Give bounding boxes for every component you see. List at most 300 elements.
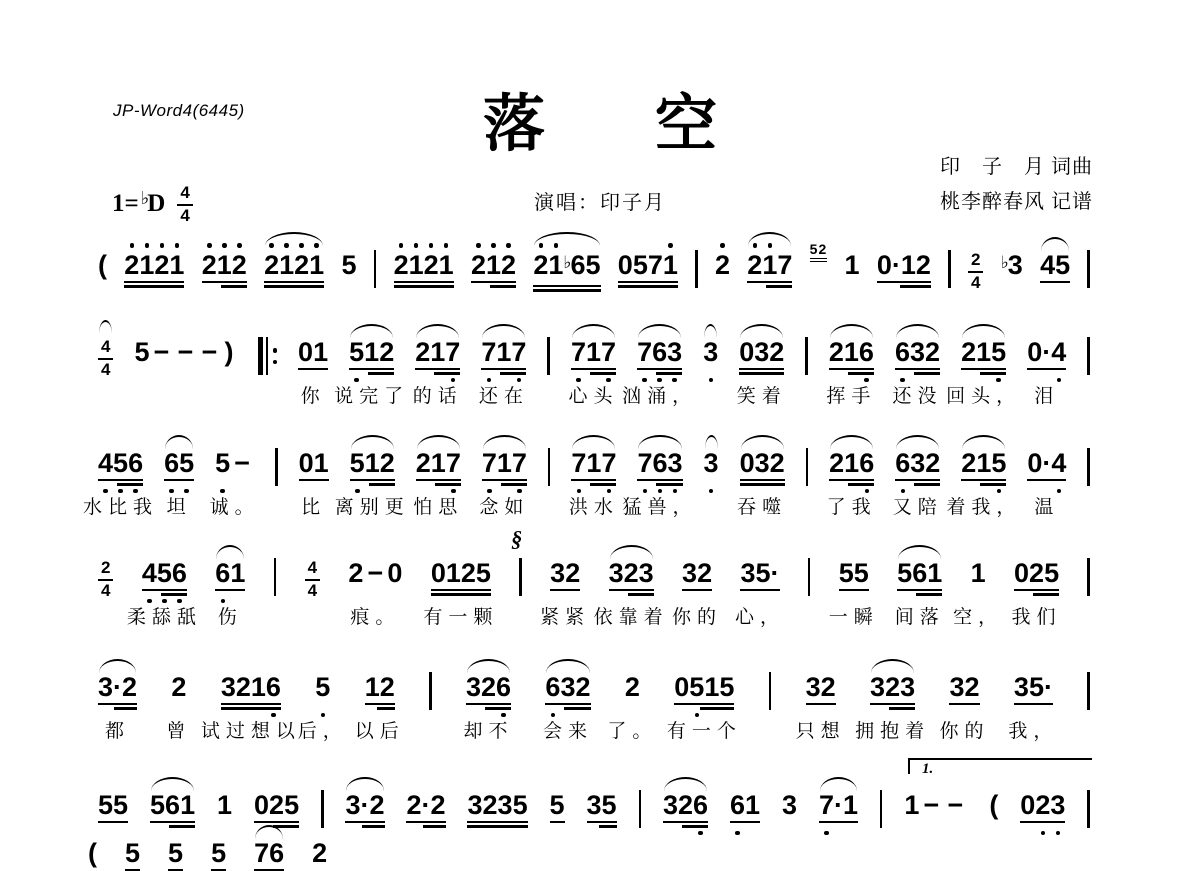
note: 2 (415, 448, 431, 478)
note-group (412, 337, 463, 407)
segno-icon: § (511, 526, 523, 551)
note: 2 (471, 250, 486, 280)
note-group (467, 790, 527, 820)
note: 5 (549, 790, 565, 820)
title-char-2: 空 (655, 91, 718, 159)
octave-dot-high (237, 243, 242, 248)
octave-dot-low (824, 831, 829, 836)
slur-arc (962, 435, 1005, 449)
lyric: 伤 (217, 607, 243, 628)
octave-dot-high (429, 243, 434, 248)
note: 1 (586, 448, 602, 478)
note: 1 (230, 558, 246, 588)
lyric: 你的 (672, 607, 723, 628)
note-group (939, 672, 990, 742)
barline (274, 558, 277, 596)
note: 0 (674, 672, 690, 702)
lyric: 紧紧 (540, 607, 591, 628)
note-group (877, 250, 931, 280)
note-group (209, 448, 260, 518)
barline (695, 250, 698, 288)
note: 1 (976, 448, 992, 478)
barline (1087, 250, 1090, 288)
note: 2 (430, 790, 446, 820)
note: 2 (202, 250, 217, 280)
note: 5 (1055, 250, 1071, 280)
note-group (134, 337, 236, 367)
note-digits (264, 250, 324, 280)
note-group (1008, 672, 1059, 742)
note-digits (98, 448, 143, 478)
note-group (83, 448, 159, 518)
note-digits (533, 250, 600, 284)
note: 7 (647, 250, 663, 280)
note-digits (545, 672, 590, 702)
note-group (618, 250, 678, 280)
note: 5 (150, 790, 166, 820)
note: − (947, 790, 964, 820)
note-digits (571, 337, 616, 367)
note-digits (1040, 250, 1070, 280)
note-group (826, 337, 877, 407)
note-group (254, 790, 299, 820)
slur-arc (416, 324, 459, 338)
note: 2 (235, 672, 251, 702)
score-line (98, 526, 1090, 628)
octave-dot-high (207, 243, 212, 248)
note: 1 (139, 250, 154, 280)
note: 6 (164, 448, 179, 478)
note: 2 (348, 558, 364, 588)
note: 2 (1035, 790, 1050, 820)
note-digits (747, 250, 792, 280)
note-digits (618, 250, 678, 280)
note: − (234, 448, 251, 478)
note: 1 (364, 448, 380, 478)
note: 1 (430, 337, 446, 367)
lyric: 还在 (478, 386, 529, 407)
note-digits (125, 838, 140, 868)
lyric: 诚。 (209, 497, 260, 518)
note: 1 (844, 250, 860, 280)
slur-arc (610, 545, 653, 559)
note: 3 (682, 558, 698, 588)
note: 5 (1044, 558, 1060, 588)
note: 5 (113, 790, 129, 820)
slur-arc (748, 232, 791, 246)
lyric: 坦 (166, 497, 192, 518)
barline (1087, 337, 1090, 375)
note-group (904, 790, 967, 820)
note-group (1011, 558, 1062, 628)
note: ♭3 (1000, 250, 1023, 280)
note-group (334, 448, 410, 518)
note: 3 (638, 558, 654, 588)
octave-dot-low (709, 489, 714, 494)
note-group (471, 250, 516, 280)
lyric: 了我 (826, 497, 877, 518)
note: 5 (284, 790, 300, 820)
score-line (98, 790, 1090, 828)
note: 1 (439, 250, 454, 280)
lyric: 试过想以 (200, 721, 301, 742)
note: 1 (309, 250, 324, 280)
note: 6 (215, 558, 230, 588)
note: 7 (601, 337, 616, 367)
note: 6 (693, 790, 708, 820)
note-group (345, 790, 384, 820)
slur-arc (216, 545, 244, 559)
note-digits (299, 448, 329, 478)
flat-icon: ♭ (563, 253, 572, 272)
octave-dot-high (476, 243, 481, 248)
note: 5 (1028, 672, 1044, 702)
note-group (211, 838, 226, 868)
note: 1 (486, 250, 501, 280)
note: 1 (843, 337, 859, 367)
note: 5 (98, 790, 114, 820)
note: 2 (961, 448, 977, 478)
note-group (168, 838, 183, 868)
note-digits (819, 790, 858, 820)
note: 3 (608, 558, 624, 588)
note: 3 (1050, 790, 1065, 820)
note-group (394, 250, 454, 280)
note: 3 (900, 672, 916, 702)
note: 1 (409, 250, 424, 280)
grace-notes: 52 (810, 241, 828, 262)
note-digits (124, 250, 184, 280)
note-group (298, 448, 329, 518)
note: − (367, 558, 384, 588)
note: 2 (533, 250, 548, 280)
note-digits (704, 448, 719, 478)
note: 0 (876, 250, 892, 280)
lyric: 比 (301, 497, 327, 518)
barline (429, 672, 432, 710)
lyric: 有一个 (666, 721, 742, 742)
note: 5 (755, 558, 771, 588)
note: 6 (496, 672, 511, 702)
note: − (201, 337, 218, 367)
note-digits (839, 558, 869, 588)
note-group (550, 790, 565, 820)
octave-dot-high (130, 243, 135, 248)
note: 2 (232, 250, 247, 280)
time-signature: $\frac{2}{4}$ (968, 251, 983, 292)
lyric: 我们 (1011, 607, 1062, 628)
note: 1 (762, 250, 777, 280)
slur-arc (534, 232, 599, 246)
note-group (737, 448, 788, 518)
note-digits (829, 337, 874, 367)
note: 2 (369, 790, 385, 820)
note: 5 (853, 558, 869, 588)
note: 3 (497, 790, 513, 820)
note: 2 (171, 672, 187, 702)
note: 5 (168, 838, 184, 868)
note-digits (471, 250, 516, 280)
note: 3 (740, 558, 756, 588)
note: 2 (820, 672, 836, 702)
note: 6 (266, 672, 281, 702)
note: 6 (269, 838, 285, 868)
note: 2 (481, 672, 497, 702)
note-group (124, 250, 184, 280)
note: 5 (179, 448, 194, 478)
note-group (1001, 250, 1023, 284)
note: 2 (677, 790, 693, 820)
note-group (334, 337, 410, 407)
note: 6 (652, 337, 667, 367)
note-group (341, 250, 356, 280)
lyric: 以后 (354, 721, 405, 742)
barline (374, 250, 377, 288)
note: 2 (415, 337, 431, 367)
lyric: 说完了 (334, 386, 410, 407)
note-group (217, 790, 232, 820)
note: 7 (637, 337, 652, 367)
lyric: 曾 (166, 721, 192, 742)
note-group (568, 448, 619, 518)
note-digits (365, 672, 395, 702)
note-group (202, 250, 247, 280)
note: 1 (496, 448, 512, 478)
note-group (587, 790, 617, 820)
note: 5 (134, 337, 150, 367)
note-group (200, 672, 301, 742)
note-digits (168, 838, 183, 868)
lyric: 都 (105, 721, 131, 742)
note: 6 (895, 337, 910, 367)
note-digits (550, 558, 580, 588)
note: 1 (927, 558, 943, 588)
watermark-text: JP-Word4(6445) (113, 101, 245, 120)
note: 7 (571, 337, 586, 367)
note-group (463, 672, 514, 742)
lyric: 我， (1008, 721, 1059, 742)
lyric: 一瞬 (828, 607, 879, 628)
slur-arc (351, 435, 394, 449)
note: 0 (1027, 448, 1043, 478)
note: 6 (859, 337, 874, 367)
lyric: 却不 (463, 721, 514, 742)
note-digits (782, 790, 797, 820)
barline (808, 558, 811, 596)
note-group (125, 838, 140, 868)
note: · (1042, 337, 1052, 367)
slur-arc (896, 435, 939, 449)
note: 3 (703, 337, 718, 367)
lyric: 怕思 (413, 497, 464, 518)
note-digits (637, 448, 682, 478)
note-digits (587, 790, 617, 820)
note-group (894, 558, 945, 628)
note: 3 (781, 790, 797, 820)
note: 2 (829, 448, 845, 478)
note: 2 (394, 250, 409, 280)
slur-arc (704, 324, 717, 338)
note: 2 (379, 337, 395, 367)
octave-dot-high (668, 243, 673, 248)
score-line (98, 241, 1090, 292)
note: 1 (180, 790, 196, 820)
note: 3 (754, 337, 770, 367)
barline (806, 448, 809, 486)
note: 2 (964, 672, 980, 702)
octave-dot-low (709, 378, 714, 383)
note-digits (215, 448, 254, 478)
note: 2 (122, 672, 138, 702)
note: 3 (98, 672, 114, 702)
barline (639, 790, 642, 828)
note: 2 (379, 448, 395, 478)
note: 0 (1020, 790, 1036, 820)
note: 0 (739, 337, 755, 367)
note-group (568, 337, 619, 407)
note-group (542, 672, 593, 742)
note-digits (961, 448, 1006, 478)
note: 1 (279, 250, 294, 280)
lyric: 念如 (479, 497, 530, 518)
note-digits (202, 250, 247, 280)
note: 4 (1040, 250, 1056, 280)
note-digits (416, 448, 461, 478)
note-digits (349, 337, 394, 367)
barline (1087, 448, 1090, 486)
time-signature: $\frac{4}{4}$ (98, 338, 113, 379)
note: 0 (1027, 337, 1043, 367)
note: 3 (220, 672, 236, 702)
lyric: 温 (1034, 497, 1060, 518)
note: 3 (910, 337, 926, 367)
slur-arc (99, 659, 136, 673)
parenthesis: ( (989, 790, 999, 820)
note-digits (961, 337, 1006, 367)
key-signature (112, 183, 193, 225)
note: 2 (623, 558, 639, 588)
lyric: 间落 (894, 607, 945, 628)
slur-arc (705, 435, 718, 449)
note: 2 (424, 250, 439, 280)
note: 5 (349, 337, 364, 367)
note-group (215, 558, 246, 628)
note-group (663, 790, 708, 820)
note: 1 (430, 448, 446, 478)
note-digits (674, 672, 734, 702)
lyric: 拥抱着 (855, 721, 931, 742)
lyric: 笑着 (736, 386, 787, 407)
note: 1 (970, 558, 986, 588)
note: 5 (341, 250, 357, 280)
flat-icon: ♭ (140, 188, 150, 209)
slur-arc (830, 324, 873, 338)
lyric: 汹涌， (622, 386, 698, 407)
note-digits (715, 250, 730, 280)
note-digits (150, 790, 195, 820)
barline (1087, 790, 1090, 828)
note: 2 (124, 250, 139, 280)
note: 0 (617, 250, 633, 280)
note: 6 (730, 790, 745, 820)
note: 5 (991, 448, 1006, 478)
parenthesis: ( (88, 838, 97, 868)
note-digits (98, 790, 128, 820)
note: 3 (754, 448, 770, 478)
note-group (953, 558, 1004, 628)
octave-dot-high (444, 243, 449, 248)
slur-arc (546, 659, 589, 673)
barline (769, 672, 772, 710)
note: 5 (601, 790, 617, 820)
note: 6 (172, 558, 187, 588)
note-digits (221, 672, 281, 702)
repeat-dots (273, 348, 278, 364)
note-digits (312, 838, 327, 868)
note: 2 (406, 790, 422, 820)
score-line (98, 672, 1090, 742)
note-group (423, 558, 499, 628)
note: 1 (842, 790, 858, 820)
note: 3 (465, 672, 481, 702)
octave-dot-high (222, 243, 227, 248)
slur-arc (151, 777, 194, 791)
lyric: 你的 (939, 721, 990, 742)
lyric: 心头 (568, 386, 619, 407)
note: · (360, 790, 370, 820)
note: 2 (828, 337, 844, 367)
note-group (946, 448, 1022, 518)
lyric: 洪水 (568, 497, 619, 518)
note: 2 (460, 558, 476, 588)
note-digits (217, 790, 232, 820)
note-group (298, 337, 329, 407)
note-digits (164, 448, 194, 478)
note: 3 (668, 448, 683, 478)
note-group (540, 558, 591, 628)
credits-block (940, 150, 1093, 220)
lyric: 挥手 (826, 386, 877, 407)
note: 1 (496, 337, 512, 367)
note: 2 (715, 250, 730, 280)
note-digits (1027, 448, 1066, 478)
note-digits (215, 558, 245, 588)
note-digits (877, 250, 931, 280)
note: 5 (689, 672, 704, 702)
note: 6 (653, 448, 668, 478)
note: 1 (445, 558, 461, 588)
note: 2 (154, 250, 169, 280)
note-digits (1001, 250, 1023, 284)
note-digits (394, 250, 454, 280)
note-group (892, 448, 943, 518)
note-digits (895, 448, 940, 478)
note: 5 (125, 838, 141, 868)
octave-dot-high (399, 243, 404, 248)
note-group (312, 838, 327, 868)
note: 3 (467, 790, 483, 820)
note-group (166, 672, 192, 742)
octave-dot-low (1041, 831, 1046, 836)
note-digits (98, 672, 137, 702)
note-digits (406, 790, 445, 820)
note: 2 (482, 790, 498, 820)
note-digits (341, 250, 356, 280)
barline (511, 526, 523, 596)
note: 2 (1029, 558, 1045, 588)
note-group (703, 337, 718, 367)
note-group (254, 838, 284, 868)
